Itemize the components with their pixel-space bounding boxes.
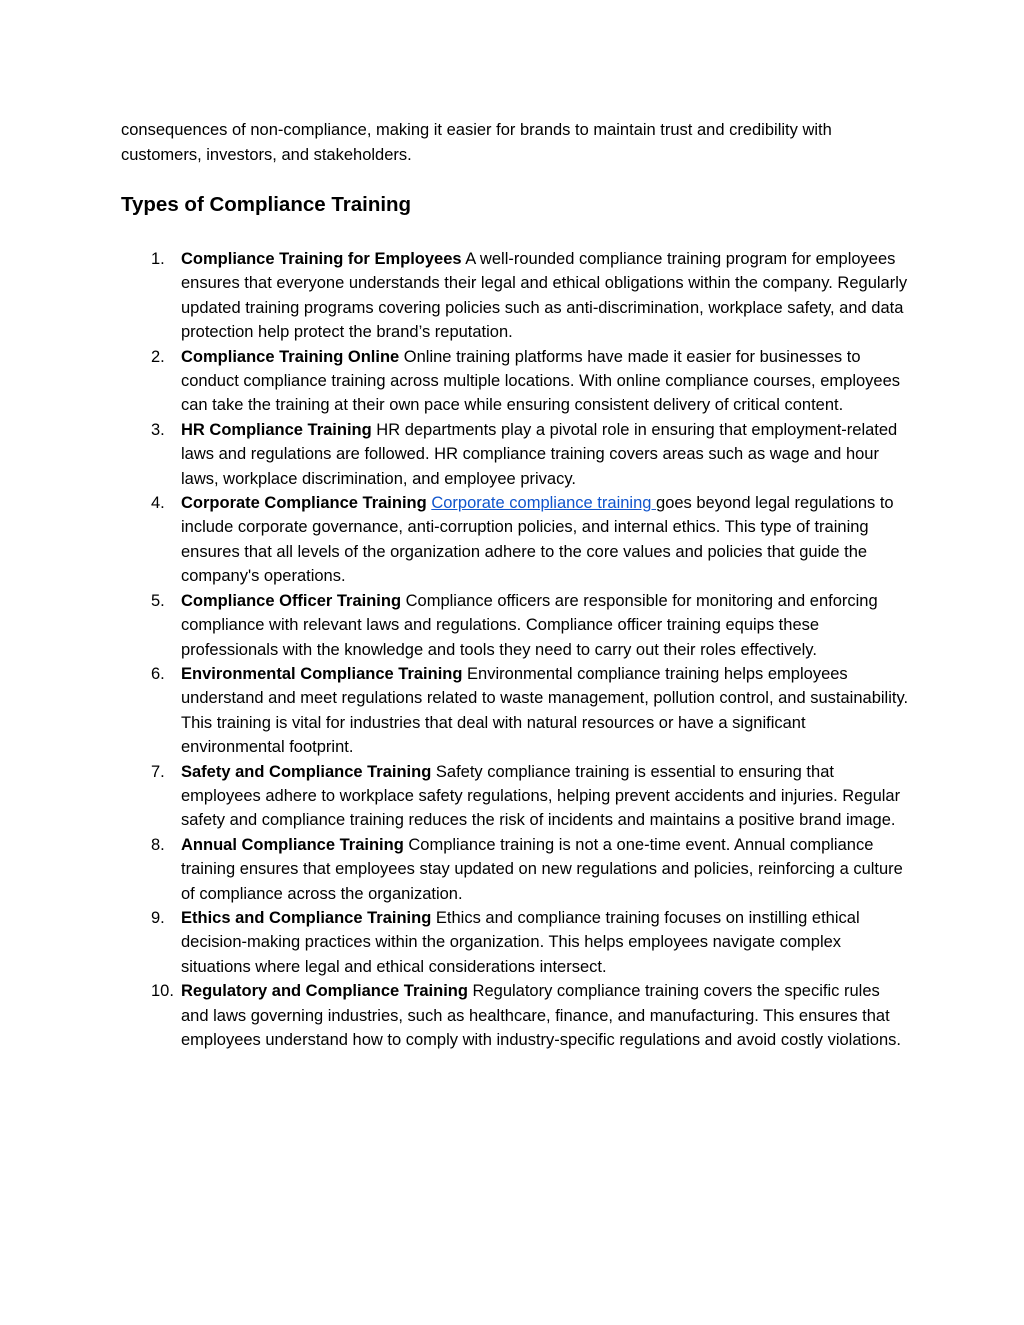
list-number: 6. [151,664,165,683]
item-title: Compliance Training Online [181,347,400,366]
item-title: Corporate Compliance Training [181,494,427,513]
list-number: 1. [151,250,165,268]
item-title: Safety and Compliance Training [181,762,432,781]
item-text: HR departments play a pivotal role in ensuring that employment-related laws and regulations are followed. HR compliance training covers areas such as wage and hour laws, workplace discrimination, and employee privacy. [181,420,898,488]
item-text: Safety compliance training is essential to ensuring that employees adhere to workplace safety regulations, helping prevent accidents and injuries. Regular safety and compliance training reduces the risk of incidents and maintains a positive brand image. [181,762,901,830]
list-number: 7. [151,762,165,781]
item-title: Regulatory and Compliance Training [181,982,468,1001]
list-item [121,833,911,906]
item-text: goes beyond legal regulations to include corporate governance, anti-corruption policies, and internal ethics. This type of training ensures that all levels of the organization adhere to the core values and policies that guide the company's operations. [181,494,894,586]
item-text: Ethics and compliance training focuses on instilling ethical decision-making practices within the organization. This helps employees navigate complex situations where legal and ethical considerations intersect. [181,908,860,976]
list-number: 2. [151,347,165,366]
list-number: 4. [151,494,165,513]
item-text: Regulatory compliance training covers the specific rules and laws governing industries, such as healthcare, finance, and manufacturing. This ensures that employees understand how to comply with industry-specific regulations and avoid costly violations. [181,982,901,1049]
document-page [121,118,911,1052]
item-title: Environmental Compliance Training [181,664,463,683]
section-heading: Types of Compliance Training [121,193,412,216]
list-item [121,760,911,833]
item-title: Compliance Officer Training [181,591,402,610]
list-number: 8. [151,835,165,854]
item-text: Environmental compliance training helps employees understand and meet regulations related to waste management, pollution control, and sustainability. This training is vital for industries that deal with natural resources or have a significant environmental footprint. [181,664,909,757]
list-item [121,979,911,1052]
list-number: 3. [151,420,165,439]
item-title: Ethics and Compliance Training [181,908,432,927]
list-item [121,345,911,418]
list-item [121,662,911,760]
corporate-compliance-training-link[interactable]: Corporate compliance training [431,494,657,513]
item-title: Annual Compliance Training [181,835,404,854]
list-number: 9. [151,908,165,927]
item-title: Compliance Training for Employees [181,250,462,268]
item-title: HR Compliance Training [181,420,372,439]
item-text: Compliance officers are responsible for monitoring and enforcing compliance with relevant laws and regulations. Compliance officer training equips these professionals with the knowledge and tools they need to carry out their roles effectively. [181,591,878,659]
intro-paragraph: consequences of non-compliance, making it easier for brands to maintain trust and credibility with customers, investors, and stakeholders. [121,121,832,164]
list-item [121,418,911,491]
item-text: Online training platforms have made it easier for businesses to conduct compliance training across multiple locations. With online compliance courses, employees can take the training at their own pace while ensuring consistent delivery of critical content. [181,347,901,415]
item-text: A well-rounded compliance training program for employees ensures that everyone understands their legal and ethical obligations within the company. Regularly updated training programs covering policies such as anti-discrimination, workplace safety, and data protection help protect the brand’s reputation. [181,250,908,342]
item-text: Compliance training is not a one-time event. Annual compliance training ensures that employees stay updated on new regulations and policies, reinforcing a culture of compliance across the organization. [181,835,903,903]
training-types-list [121,247,911,1052]
list-item [121,906,911,979]
list-number: 10. [151,982,174,1001]
list-item [121,247,911,345]
list-item [121,589,911,662]
list-number: 5. [151,591,165,610]
list-item [121,491,911,589]
